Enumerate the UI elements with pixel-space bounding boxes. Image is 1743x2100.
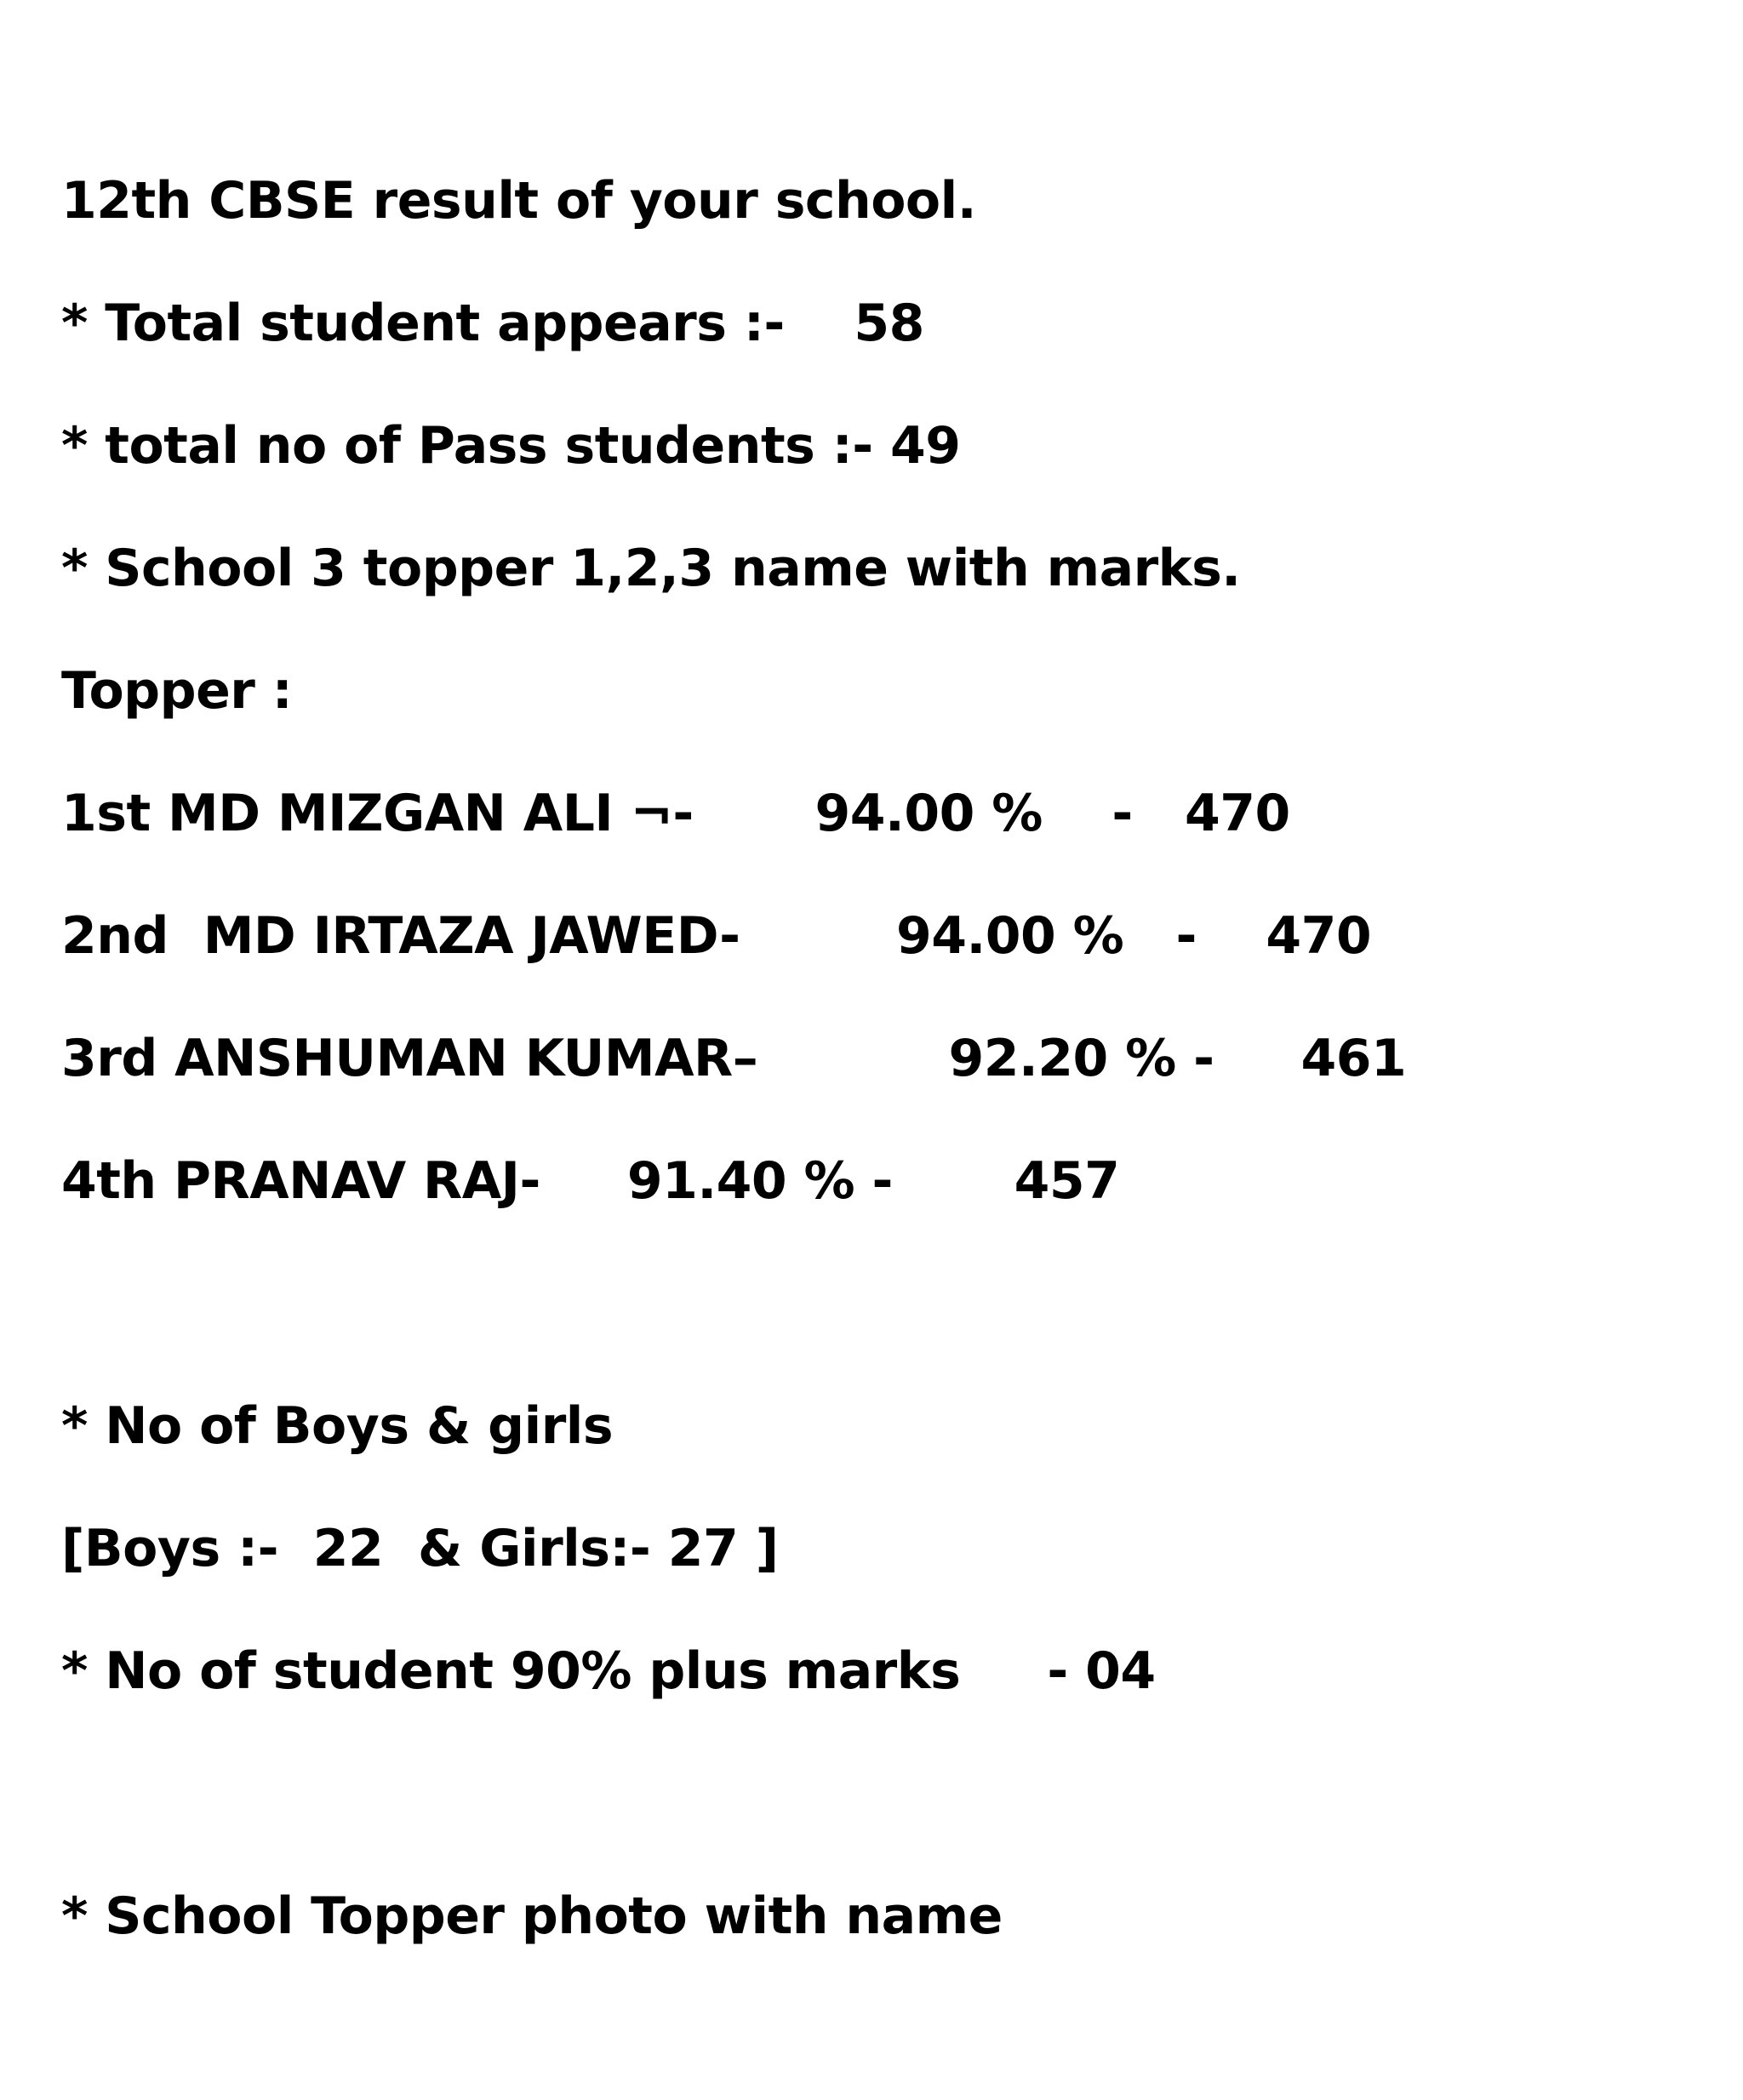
total-appeared-line: * Total student appears :- 58: [61, 294, 924, 353]
ninety-plus-line: * No of student 90% plus marks - 04: [61, 1641, 1156, 1701]
topper-row-4: 4th PRANAV RAJ- 91.40 % - 457: [61, 1151, 1120, 1211]
topper-label: Topper :: [61, 661, 293, 721]
boys-girls-heading: * No of Boys & girls: [61, 1396, 614, 1456]
photo-heading: * School Topper photo with name: [61, 1886, 1003, 1946]
document-title: 12th CBSE result of your school.: [61, 171, 977, 231]
topper-row-1: 1st MD MIZGAN ALI ¬- 94.00 % - 470: [61, 784, 1290, 843]
topper-row-2: 2nd MD IRTAZA JAWED- 94.00 % - 470: [61, 906, 1372, 966]
toppers-heading: * School 3 topper 1,2,3 name with marks.: [61, 539, 1241, 598]
boys-girls-counts: [Boys :- 22 & Girls:- 27 ]: [61, 1519, 779, 1578]
total-pass-line: * total no of Pass students :- 49: [61, 416, 961, 476]
topper-row-3: 3rd ANSHUMAN KUMAR– 92.20 % - 461: [61, 1029, 1407, 1088]
